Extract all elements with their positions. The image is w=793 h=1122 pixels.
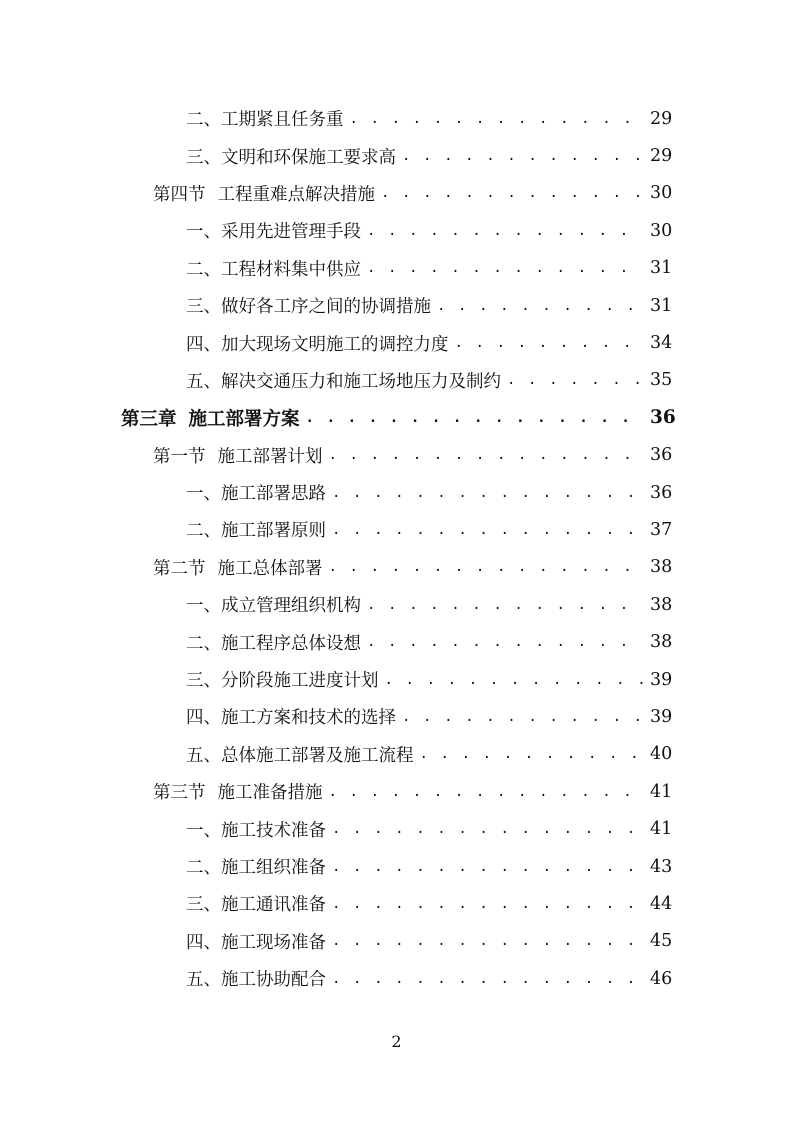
toc-page-number: 40 <box>650 744 673 765</box>
toc-page-number: 34 <box>650 333 673 354</box>
toc-page-number: 41 <box>650 819 673 840</box>
toc-entry[interactable] <box>0 810 793 847</box>
toc-page-number: 36 <box>650 445 673 466</box>
toc-entry[interactable] <box>0 586 793 623</box>
toc-entry[interactable] <box>0 736 793 773</box>
toc-entry-label: 三、文明和环保施工要求高 <box>186 147 396 168</box>
toc-leader-dots <box>420 746 645 762</box>
toc-entry-label: 二、施工部署原则 <box>186 521 326 542</box>
toc-leader-dots <box>402 148 644 164</box>
toc-entry-label: 二、工期紧且任务重 <box>186 110 344 131</box>
toc-page-number: 36 <box>650 482 673 503</box>
toc-entry-label: 一、施工技术准备 <box>186 820 326 841</box>
toc-entry-section[interactable] <box>0 175 793 212</box>
toc-entry-label: 三、施工通讯准备 <box>186 895 326 916</box>
toc-page-number: 41 <box>650 781 673 802</box>
toc-entry[interactable] <box>0 474 793 511</box>
toc-page-number: 38 <box>650 632 673 653</box>
toc-leader-dots <box>381 185 644 201</box>
toc-entry-label: 四、加大现场文明施工的调控力度 <box>186 334 449 355</box>
toc-entry-label: 五、解决交通压力和施工场地压力及制约 <box>186 371 501 392</box>
toc-entry-label: 第四节 工程重难点解决措施 <box>153 184 375 205</box>
toc-page-number: 45 <box>650 931 673 952</box>
toc-entry[interactable] <box>0 287 793 324</box>
toc-entry[interactable] <box>0 324 793 361</box>
toc-page-number: 36 <box>650 407 676 429</box>
toc-entry-label: 第三章 施工部署方案 <box>121 408 300 430</box>
toc-leader-dots <box>437 298 644 314</box>
toc-entry[interactable] <box>0 137 793 174</box>
toc-leader-dots <box>455 335 645 351</box>
toc-entry[interactable] <box>0 250 793 287</box>
toc-page-number: 30 <box>650 183 673 204</box>
toc-leader-dots <box>306 410 644 426</box>
toc-leader-dots <box>332 522 644 538</box>
toc-leader-dots <box>332 485 644 501</box>
toc-leader-dots <box>367 634 644 650</box>
page-footer-number: 2 <box>391 1032 402 1051</box>
toc-entry[interactable] <box>0 212 793 249</box>
toc-leader-dots <box>332 896 644 912</box>
toc-entry-label: 二、工程材料集中供应 <box>186 259 361 280</box>
toc-entry[interactable] <box>0 362 793 399</box>
toc-entry[interactable] <box>0 960 793 997</box>
toc-entry[interactable] <box>0 885 793 922</box>
toc-leader-dots <box>329 559 645 575</box>
toc-entry[interactable] <box>0 698 793 735</box>
toc-leader-dots <box>332 933 644 949</box>
toc-entry-label: 第一节 施工部署计划 <box>153 446 323 467</box>
toc-page-number: 43 <box>650 856 673 877</box>
toc-page-number: 46 <box>650 968 673 989</box>
toc-leader-dots <box>329 447 645 463</box>
toc-page-number: 35 <box>650 370 673 391</box>
table-of-contents <box>0 100 793 997</box>
toc-page-number: 39 <box>650 706 673 727</box>
toc-leader-dots <box>332 971 644 987</box>
toc-entry-label: 第二节 施工总体部署 <box>153 558 323 579</box>
toc-page-number: 39 <box>650 669 673 690</box>
toc-leader-dots <box>367 597 644 613</box>
toc-leader-dots <box>332 821 644 837</box>
toc-entry-label: 四、施工现场准备 <box>186 932 326 953</box>
toc-leader-dots <box>402 709 644 725</box>
toc-entry-label: 五、总体施工部署及施工流程 <box>186 745 414 766</box>
toc-entry-section[interactable] <box>0 437 793 474</box>
toc-page-number: 29 <box>650 108 673 129</box>
toc-leader-dots <box>385 672 645 688</box>
toc-page-number: 31 <box>650 258 673 279</box>
toc-leader-dots <box>367 260 644 276</box>
toc-leader-dots <box>329 784 645 800</box>
toc-entry-section[interactable] <box>0 549 793 586</box>
toc-page-number: 38 <box>650 557 673 578</box>
toc-entry-label: 第三节 施工准备措施 <box>153 783 323 804</box>
toc-entry-label: 一、成立管理组织机构 <box>186 596 361 617</box>
toc-entry-label: 二、施工组织准备 <box>186 858 326 878</box>
toc-page-number: 31 <box>650 295 673 316</box>
toc-entry[interactable] <box>0 923 793 960</box>
toc-entry[interactable] <box>0 100 793 137</box>
toc-page-number: 30 <box>650 220 673 241</box>
toc-entry-label: 五、施工协助配合 <box>186 970 326 991</box>
toc-entry-label: 一、采用先进管理手段 <box>186 222 361 243</box>
toc-entry-label: 三、分阶段施工进度计划 <box>186 671 379 692</box>
toc-entry-label: 三、做好各工序之间的协调措施 <box>186 297 431 318</box>
toc-page-number: 44 <box>650 893 673 914</box>
toc-leader-dots <box>332 859 644 875</box>
toc-page-number: 38 <box>650 594 673 615</box>
toc-page-number: 37 <box>650 519 673 540</box>
toc-leader-dots <box>350 111 645 127</box>
toc-entry[interactable] <box>0 661 793 698</box>
toc-entry-label: 四、施工方案和技术的选择 <box>186 708 396 729</box>
toc-page-number: 29 <box>650 146 673 167</box>
toc-entry-chapter[interactable] <box>0 399 793 436</box>
toc-entry-section[interactable] <box>0 773 793 810</box>
toc-entry[interactable] <box>0 511 793 548</box>
toc-entry-label: 一、施工部署思路 <box>186 484 326 505</box>
toc-entry[interactable] <box>0 848 793 885</box>
toc-entry[interactable] <box>0 623 793 660</box>
toc-leader-dots <box>367 223 644 239</box>
toc-leader-dots <box>507 372 644 388</box>
toc-entry-label: 二、施工程序总体设想 <box>186 633 361 654</box>
